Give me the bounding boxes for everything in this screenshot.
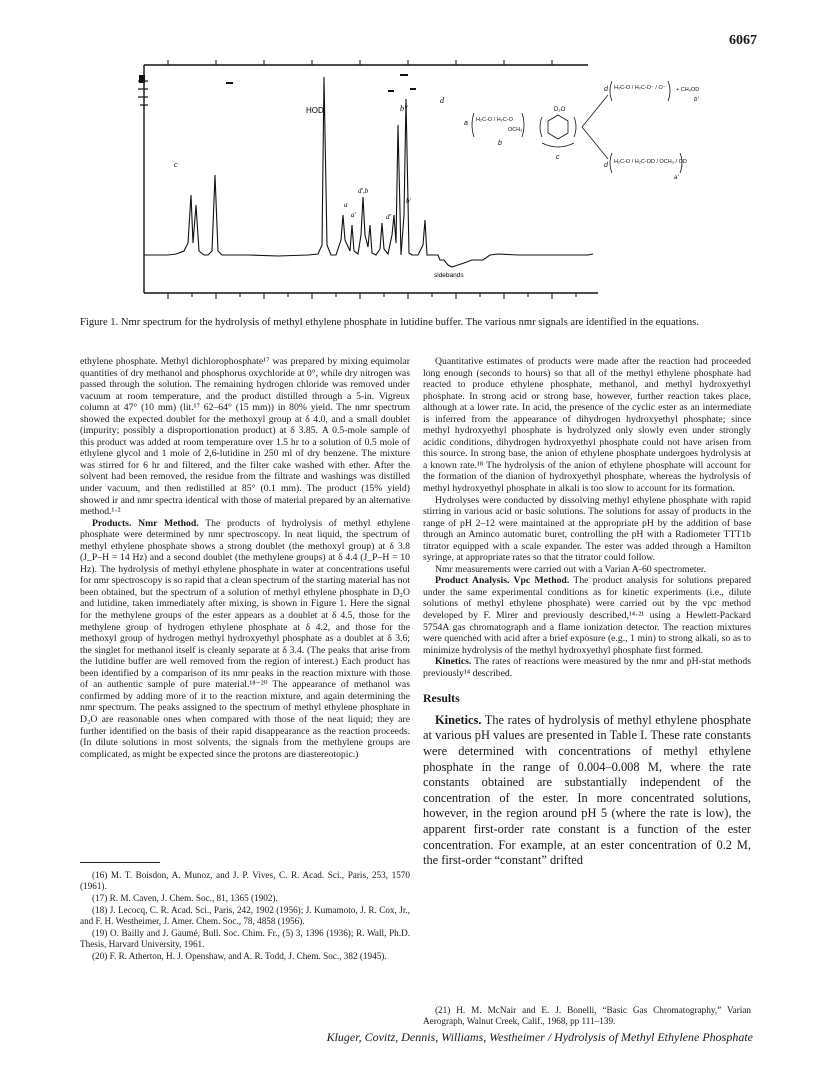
right-paragraph-1: Quantitative estimates of products were made after the reaction had proceeded long enough (seconds to hours) so that all of the methyl ethylene phosphate had reacted to produce ethylene phosphate, methanol, and methyl hydroxyethyl phosphate. In strong acid or strong base, however, further reaction takes place, although at a lower rate. In acid, the presence of the cyclic ester as an intermediate is inferred from the appearance of dihydrogen hydroxyethyl phosphate; since methyl hydroxyethyl phosphate is hydrolyzed only slowly even under strongly acidic conditions, dihydrogen hydroxyethyl phosphate could not have arisen from this source. In strong base, the anion of ethylene phosphate undergoes hydrolysis at a known rate.¹⁸ The hydrolysis of the anion of ethylene phosphate will account for the formation of the dianion of hydroxyethyl phosphate, whereas the hydrolysis of methyl hydroxyethyl phosphate in alkali is too slow to account for its formation.	[423, 356, 751, 495]
right-paragraph-5-text: The rates of reactions were measured by the nmr and pH-stat methods previously¹⁴ described.	[423, 656, 751, 679]
left-column	[80, 356, 410, 760]
footnotes-left	[80, 870, 410, 963]
label-sidebands: sidebands	[434, 272, 464, 279]
label-c: c	[174, 160, 178, 169]
right-paragraph-3: Nmr measurements were carried out with a Varian A-60 spectrometer.	[435, 563, 706, 575]
footnote-21: (21) H. M. McNair and E. J. Bonelli, “Basic Gas Chromatography,” Varian Aerograph, Walnut Creek, Calif., 1968, pp 111–139.	[423, 1005, 751, 1026]
runin-product-analysis: Product Analysis. Vpc Method.	[435, 575, 570, 587]
nmr-spectrum-svg	[138, 55, 750, 308]
results-paragraph	[423, 713, 751, 869]
product-top: H₂C-O / H₂C-O⁻ / O⁻	[614, 85, 666, 91]
label-b-double-prime: b''	[400, 104, 408, 113]
reaction-scheme	[464, 81, 699, 181]
left-paragraph-1: ethylene phosphate. Methyl dichlorophosphate¹⁷ was prepared by mixing equimolar quantities of dry methanol and phosphorus oxychloride at 0°, while dry nitrogen was passed through the solution. The remaining hydrogen chloride was removed under vacuum at room temperature, and the product distilled through a 5-in. Vigreux column at 47° (10 mm) (lit.¹⁷ 62–64° (15 mm)) in 80% yield. The nmr spectrum showed the expected doublet for the methoxyl group at δ 4.0, and a small doublet (impurity; possibly a disproportionation product) at δ 3.85. A 0.5-mole sample of this product was added at room temperature over 1.5 hr to a solution of 0.5 mole of ethylene glycol and 1 mole of 2,6-lutidine in 250 ml of dry benzene. The mixture was stirred for 6 hr and filtered, and the filter cake washed with ether. After the solvent had been removed, the residue from the filtrate and washings was distilled under vacuum, and then redistilled at 85° (0.1 mm). The product (15% yield) showed ir and nmr spectra identical with those of material prepared by an alternative method.¹·²	[80, 356, 410, 518]
figure-nmr-spectrum	[138, 55, 750, 308]
runin-kinetics-methods: Kinetics.	[435, 656, 472, 668]
spectrum-trace	[144, 77, 593, 267]
label-hod: HOD	[306, 106, 324, 115]
results-kinetics	[423, 713, 751, 869]
left-paragraph-2	[80, 518, 410, 760]
runin-products-nmr: Products. Nmr Method.	[92, 517, 199, 529]
product-bottom: H₂C-O / H₂C-OD / OCH₃ / OD	[614, 159, 687, 165]
footnote-20: (20) F. R. Atherton, H. J. Openshaw, and A. R. Todd, J. Chem. Soc., 382 (1945).	[92, 951, 387, 961]
lutidine-ring-icon	[548, 115, 568, 139]
integration-marks	[226, 75, 416, 91]
scheme-label-a: a	[464, 120, 468, 127]
scheme-methanol: + CH₃OD	[676, 87, 700, 93]
label-a-prime: a'	[351, 211, 356, 219]
scheme-label-b: b	[498, 140, 502, 147]
right-column	[423, 356, 751, 869]
right-paragraph-4-text: The product analysis for solutions prepared under the same experimental conditions as for kinetic experiments (i.e., dilute solutions of methyl ethylene phosphate) were carried out by the vpc method developed by F. Mirer and previously described,¹⁴·²¹ using a Hewlett-Packard 5754A gas chromatograph and a flame ionization detector. The reaction mixtures were quenched with acid after a brief exposure (e.g., 1 min) to strong alkali, so as to minimize hydrolysis of the methyl hydroxyethyl phosphate first formed.	[423, 575, 752, 656]
ester-substituents: H₂C-O / H₂C-O	[476, 117, 513, 123]
footnote-18: (18) J. Lecocq, C. R. Acad. Sci., Paris, 242, 1902 (1956); J. Kumamoto, J. R. Cox, Jr., and F. H. Westheimer, J. Amer. Chem. Soc., 78, 4858 (1956).	[80, 905, 410, 926]
scheme-label-d-top: d	[604, 86, 608, 93]
footnote-rule	[80, 862, 160, 863]
footnote-19: (19) O. Bailly and J. Gaumé, Bull. Soc. Chim. Fr., (5) 3, 1396 (1936); R. Wall, Ph.D. Thesis, Harvard University, 1961.	[80, 928, 410, 949]
right-paragraph-4	[423, 575, 751, 656]
ester-och3: OCH₃	[508, 127, 523, 133]
scale-marker	[139, 75, 145, 83]
bottom-axis-ticks	[168, 293, 576, 299]
label-d: d	[440, 96, 444, 105]
page-number: 6067	[729, 33, 757, 48]
scheme-methanol-label: b'	[694, 97, 699, 103]
footnote-17: (17) R. M. Caven, J. Chem. Soc., 81, 1365 (1902).	[92, 893, 278, 903]
left-paragraph-2-text: The products of hydrolysis of methyl ethylene phosphate were determined by nmr spectroscopy. In neat liquid, the spectrum of methyl ethylene phosphate shows a strong doublet (the methoxyl group) at δ 3.8 (J_P–H = 14 Hz) and a second doublet (the methylene groups) at δ 4.4 (J_P–H = 10 Hz). The hydrolysis of methyl ethylene phosphate in water at concentrations useful for nmr spectroscopy is so rapid that a clean spectrum of the starting material has not been obtained, but the spectrum of a solution of methyl ethylene phosphate in D₂O and lutidine, taken immediately after mixing, is shown in Figure 1. Here the signal for the methylene groups of the ester appears as a doublet at δ 4.5, those for the methylene group of hydrogen ethylene phosphate at δ 4.2, and those for the methoxyl group of hydrogen methyl hydroxyethyl phosphate as a doublet at δ 3.6; the singlet for methanol itself is cleanly separate at δ 3.4. (The peaks that arise from the lutidine buffer are well removed from the region of interest.) Each product has been identified by a comparison of its nmr peaks in the reaction mixture with those of an authentic sample of pure material.¹⁸⁻²⁰ The appearance of methanol was confirmed by adding more of it to the reaction mixture, and again determining the nmr spectrum. The peaks assigned to the spectrum of methyl ethylene phosphate in D₂O are reasonable ones when compared with those of the neat liquid; they are further identified on the basis of their rapid disappearance as the reaction proceeds. (In dilute solutions in most solvents, the signals from the methylene groups are complicated, as might be expected since the protons are diasterеotopic.)	[80, 517, 411, 760]
label-b-prime: b'	[406, 197, 411, 205]
scheme-label-c: c	[556, 154, 560, 161]
scheme-label-a-prime: a'	[674, 175, 679, 181]
results-heading: Results	[423, 691, 460, 706]
scheme-water: D₂O	[554, 107, 566, 113]
label-d-prime: d'	[386, 213, 391, 221]
runin-kinetics-results: Kinetics.	[435, 712, 482, 727]
results-paragraph-text: The rates of hydrolysis of methyl ethylene phosphate at various pH values are presented in Table I. These rate constants were determined with concentrations of methyl ethylene phosphate in the range of 0.004–0.008 M, where the rate constants obtained are substantially independent of the concentration of the ester. In more concentrated solutions, however, in the region around pH 5 (where the rate is low), the apparent first-order rate constant is a function of the ester concentration. For example, at an ester concentration of 0.2 M, the first-order “constant” drifted	[423, 712, 751, 868]
scheme-label-d-bottom: d	[604, 162, 608, 169]
footnote-21-block	[423, 1005, 751, 1028]
label-a: a	[344, 201, 348, 209]
figure-caption: Figure 1. Nmr spectrum for the hydrolysis of methyl ethylene phosphate in lutidine buffer. The various nmr signals are identified in the equations.	[80, 317, 699, 328]
right-paragraph-2: Hydrolyses were conducted by dissolving methyl ethylene phosphate with rapid stirring in various acid or basic solutions. The solutions for assay of products in the range of pH 2–12 were maintained at the appropriate pH by the addition of base through an Aminco automatic buret, controlling the pH with a Radiometer TTT1b titrator equipped with a scale expander. The ester was added through a Hamilton syringe, at appropriate rates so that the titrator could follow.	[423, 494, 751, 564]
right-paragraph-5	[423, 656, 751, 679]
top-axis-ticks	[168, 60, 552, 65]
left-scale-ticks	[138, 81, 148, 105]
label-d-prime-b: d',b	[358, 187, 369, 195]
footnote-16: (16) M. T. Boisdon, A. Munoz, and J. P. Vives, C. R. Acad. Sci., Paris, 253, 1570 (1961).	[80, 870, 410, 891]
running-footer: Kluger, Covitz, Dennis, Williams, Westheimer / Hydrolysis of Methyl Ethylene Phosphate	[326, 1030, 753, 1044]
